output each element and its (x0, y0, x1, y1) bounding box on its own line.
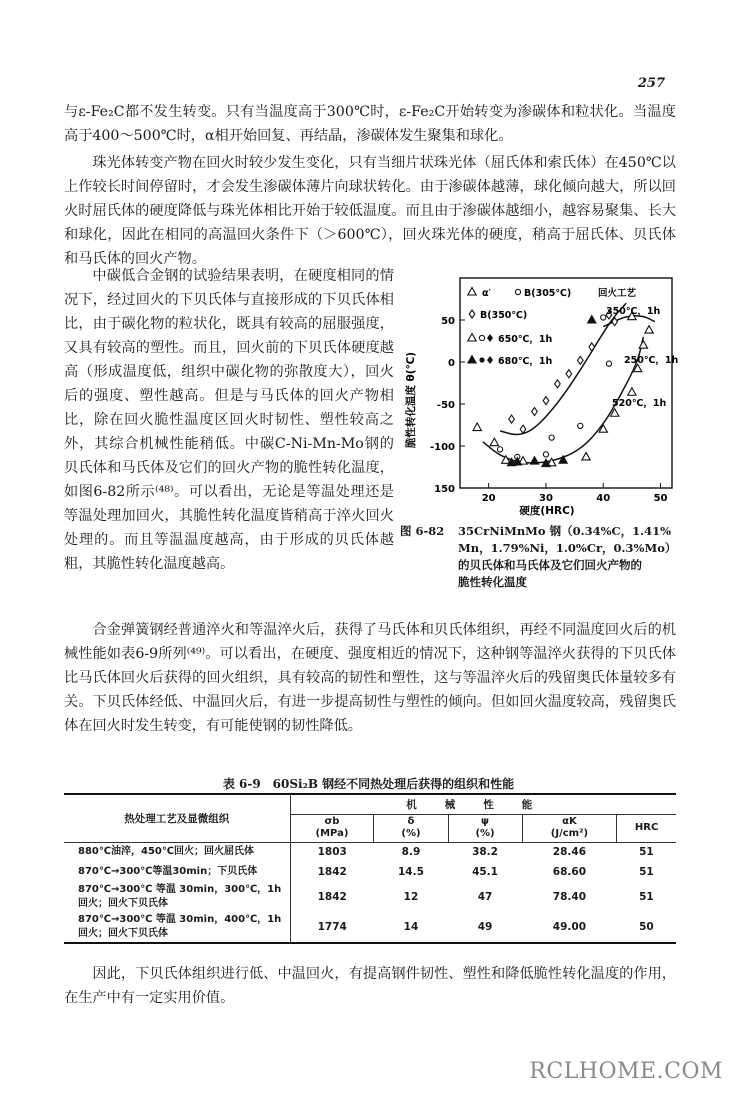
table-cell: 49.00 (522, 912, 617, 943)
table-cell: 1842 (317, 866, 347, 878)
table-header-process: 热处理工艺及显微组织 (64, 794, 290, 842)
x-tick-label: 40 (596, 493, 611, 504)
data-point (490, 438, 498, 446)
data-point (530, 457, 538, 465)
data-point (582, 452, 590, 460)
page-number: 257 (637, 76, 665, 91)
table-cell: 78.40 (552, 891, 587, 903)
y-tick-label: 0 (448, 358, 455, 369)
y-tick-label: 50 (441, 316, 455, 327)
annotation-520: 520℃，1h (612, 398, 667, 409)
table-cell-process: 870℃→300℃等温30min；下贝氏体 (64, 862, 290, 882)
legend-label-650: 650℃，1h (498, 334, 553, 345)
table-header-group: 机械性能 (290, 794, 676, 814)
chart-curve (500, 303, 626, 434)
table-col-ak: αK (J/cm²) (522, 814, 617, 842)
paragraph-1: 与ε-Fe₂C都不发生转变。只有当温度高于300℃时，ε-Fe₂C开始转变为渗碳体和粒状化。当温度高于400～500℃时，α相开始回复、再结晶，渗碳体发生聚集和球化。 (64, 104, 676, 144)
legend-marker-diamond-filled (487, 334, 493, 342)
table-cell: 28.46 (552, 846, 587, 859)
paragraph-4: 合金弹簧钢经普通淬火和等温淬火后，获得了马氏体和贝氏体组织，再经不同温度回火后的机械性能如表6-9所列⁽⁴⁹⁾。可以看出，在硬度、强度相近的情况下，这种钢等温淬火获得的下贝氏体比马氏体回火后获得的回火组织，具有较高的韧性和塑性，这与等温淬火后的残留奥氏体量较多有关。下贝氏体经低、中温回火后，有进一步提高韧性与塑性的倾向。但如回火温度较高，残留奥氏体在回火时发生转变，有可能使钢的韧性降低。 (64, 622, 676, 734)
legend-label-alpha: α′ (482, 288, 492, 299)
y-tick-label: -50 (436, 400, 455, 411)
table-cell: 1803 (317, 846, 347, 859)
table-cell: 12 (403, 891, 419, 903)
table-cell-process: 870℃→300℃ 等温 30min，400℃，1h 回火；回火下贝氏体 (64, 912, 290, 943)
legend-marker-circle (479, 335, 484, 340)
legend-label-680: 680℃，1h (498, 356, 553, 367)
data-point (473, 423, 481, 431)
table-cell: 45.1 (472, 866, 498, 878)
data-point (555, 380, 561, 388)
data-point (559, 456, 567, 464)
annotation-250: 250℃，1h (624, 355, 679, 366)
figure-caption (400, 523, 690, 591)
table-cell: 47 (477, 891, 493, 903)
properties-table (64, 793, 676, 944)
legend-temper-title: 回火工艺 (598, 288, 637, 299)
legend-marker-diamond (469, 310, 475, 318)
watermark: RCLHOME.COM (529, 1059, 723, 1084)
figure-number: 图 6-82 (400, 524, 445, 538)
data-point (578, 423, 583, 428)
table-cell: 14 (374, 912, 448, 943)
legend-marker-diamond-filled (487, 356, 493, 364)
table-col-hrc: HRC (617, 814, 676, 842)
legend-marker-triangle-filled (468, 356, 476, 364)
data-point (645, 326, 653, 334)
table-cell: 1774 (290, 912, 374, 943)
table-row (64, 912, 676, 943)
chart-svg (402, 270, 682, 520)
table-cell: 51 (639, 891, 654, 903)
legend-marker-circle-filled (479, 357, 484, 362)
data-point (639, 341, 647, 349)
data-point (566, 370, 572, 378)
table-row (64, 842, 676, 862)
x-tick-label: 50 (653, 493, 668, 504)
table-cell: 8.9 (401, 846, 421, 859)
data-point (520, 425, 526, 433)
table-cell: 38.2 (472, 846, 498, 859)
legend-marker-circle (515, 289, 520, 294)
chart-curves (483, 303, 655, 463)
legend-marker-triangle (468, 288, 476, 296)
table-col-psi: ψ (%) (448, 814, 522, 842)
data-point (543, 452, 548, 457)
table-cell-process: 870℃→300℃ 等温 30min，300℃，1h 回火；回火下贝氏体 (64, 882, 290, 912)
chart-x-label: 硬度(HRC) (519, 505, 575, 517)
figure-caption-line4: 脆性转化温度 (458, 575, 527, 589)
paragraph-2: 珠光体转变产物在回火时较少发生变化，只有当细片状珠光体（屈氏体和索氏体）在450℃以上作较长时间停留时，才会发生渗碳体薄片向球状转化。由于渗碳体越薄，球化倾向越大，所以回火时屈氏体的硬度降低与珠光体相比开始于较低温度。而且由于渗碳体越细小，越容易聚集、长大和球化，因此在相同的高温回火条件下（＞600℃），回火珠光体的硬度，稍高于屈氏体、贝氏体和马氏体的回火产物。 (64, 155, 676, 267)
table-row (64, 862, 676, 882)
table-cell: 51 (639, 866, 654, 878)
y-tick-label: 150 (434, 484, 455, 495)
figure-6-82 (402, 270, 682, 520)
data-point (509, 415, 515, 423)
y-tick-label: -100 (429, 442, 455, 453)
table-cell: 50 (617, 912, 676, 943)
data-point (549, 435, 554, 440)
table-cell: 14.5 (398, 866, 424, 878)
table-row (64, 882, 676, 912)
table-cell: 68.60 (552, 866, 587, 878)
annotation-350: 350℃，1h (606, 306, 661, 317)
x-tick-label: 30 (538, 493, 553, 504)
data-point (628, 388, 636, 396)
data-point (532, 408, 538, 416)
paragraph-5: 因此，下贝氏体组织进行低、中温回火，有提高钢件韧性、塑性和降低脆性转化温度的作用，在生产中有一定实用价值。 (64, 966, 676, 1006)
data-point (578, 356, 584, 364)
figure-caption-line3: 的贝氏体和马氏体及它们回火产物的 (458, 558, 642, 572)
table-col-delta: δ (%) (374, 814, 448, 842)
legend-label-b305: B(305℃) (524, 288, 572, 299)
paragraph-3: 中碳低合金钢的试验结果表明，在硬度相同的情况下，经过回火的下贝氏体与直接形成的下贝氏体相比，由于碳化物的粒状化，既具有较高的屈服强度，又具有较高的塑性。而且，回火前的下贝氏体硬度越高（形成温度低，组织中碳化物的弥散度大），回火后的强度、塑性越高。但是与马氏体的回火产物相比，除在回火脆性温度区回火时韧性、塑性较高之外，其综合机械性能稍低。中碳C-Ni-Mn-Mo钢的贝氏体和马氏体及它们的回火产物的脆性转化温度，如图6-82所示⁽⁴⁸⁾。可以看出，无论是等温处理还是等温处理加回火，其脆性转化温度皆稍高于淬火回火处理的。而且等温温度越高，由于形成的贝氏体越粗，其脆性转化温度越高。 (64, 268, 394, 572)
figure-caption-line1: 35CrNiMnMo 钢（0.34%C，1.41% (458, 524, 672, 538)
table-cell: 49 (448, 912, 522, 943)
table-cell: 1842 (317, 891, 347, 903)
table-col-sigma-b: σb (MPa) (290, 814, 374, 842)
table-cell: 51 (639, 846, 654, 859)
data-point (588, 316, 596, 324)
table-title: 表 6-9 60Si₂B 钢经不同热处理后获得的组织和性能 (222, 777, 515, 791)
x-tick-label: 20 (481, 493, 496, 504)
data-point (498, 447, 503, 452)
chart-y-label: 脆性转化温度 θ(℃) (405, 351, 417, 449)
legend-label-b350: B(350℃) (480, 310, 528, 321)
figure-caption-line2: Mn，1.79%Ni，1.0%Cr，0.3%Mo） (458, 541, 677, 555)
table-cell-process: 880℃油淬，450℃回火；回火屈氏体 (64, 842, 290, 862)
data-point (606, 361, 611, 366)
legend-marker-triangle (468, 334, 476, 342)
data-point (543, 397, 549, 405)
